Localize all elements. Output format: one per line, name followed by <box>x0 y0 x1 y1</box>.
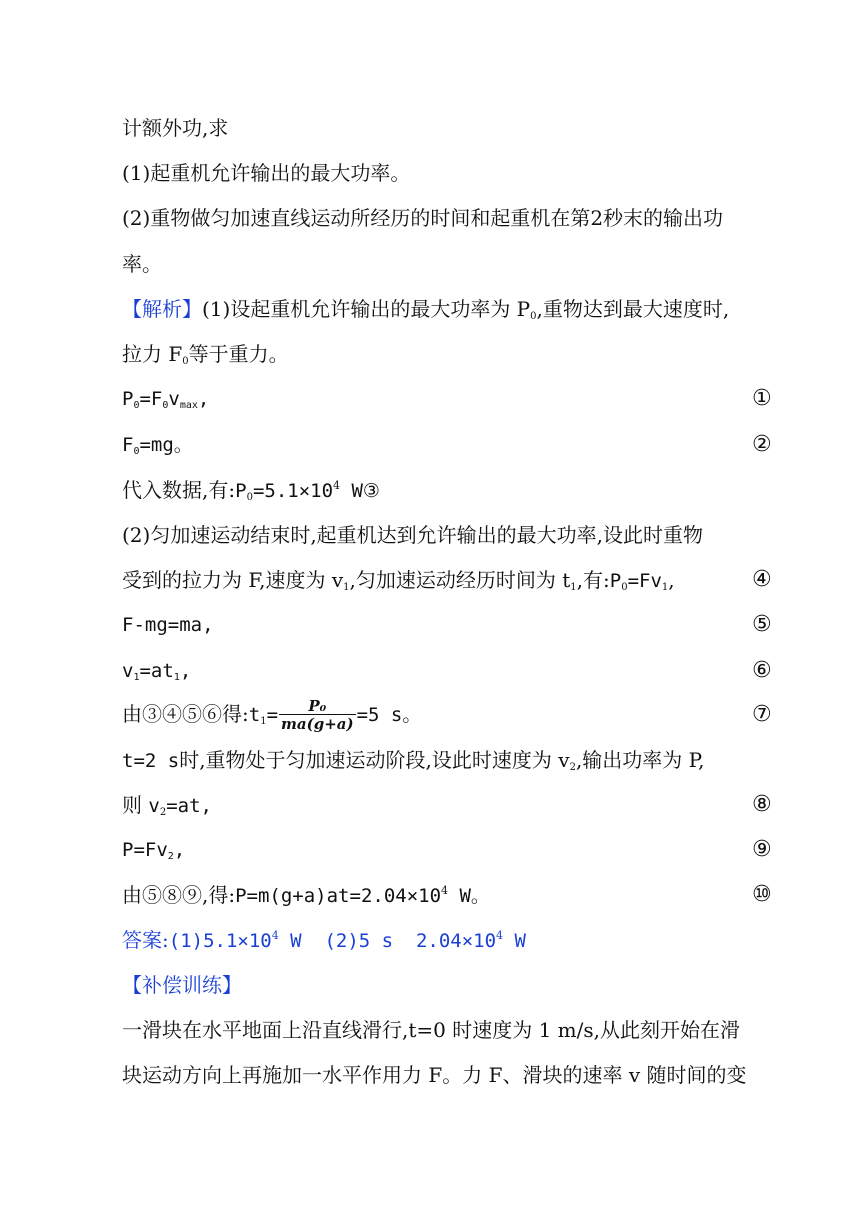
text-line <box>122 251 162 277</box>
text: =5 s。 <box>356 704 422 726</box>
subscript: 2 <box>569 762 576 773</box>
text: (1)起重机允许输出的最大功率。 <box>122 161 411 185</box>
text: v <box>168 388 180 410</box>
subscript: 0 <box>182 356 189 367</box>
text: , <box>179 660 192 682</box>
subscript: 0 <box>246 492 253 503</box>
subscript: 0 <box>162 400 169 411</box>
superscript: 4 <box>271 929 279 942</box>
text: P=m(g+a)at=2.04×10 <box>235 885 442 907</box>
subscript: 1 <box>661 582 669 593</box>
equation-number: ⑤ <box>752 612 772 637</box>
text: v <box>122 660 134 682</box>
text: 块运动方向上再施加一水平作用力 F。力 F、滑块的速率 v 随时间的变 <box>122 1063 747 1087</box>
text: =5.1×10 <box>252 480 334 502</box>
answer-label: 答案: <box>122 928 169 952</box>
text: t <box>248 704 261 726</box>
subscript: 1 <box>260 716 267 727</box>
text: =at, <box>166 795 212 817</box>
subscript: 0 <box>133 400 140 411</box>
analysis-line <box>122 296 729 322</box>
equation-9 <box>122 837 185 863</box>
subscript: max <box>179 400 198 411</box>
text: 等于重力。 <box>188 342 289 366</box>
subscript: 1 <box>343 582 350 593</box>
text: P <box>122 388 134 410</box>
question-1 <box>122 160 410 186</box>
answer-line <box>122 927 526 954</box>
text: 【补偿训练】 <box>122 973 242 997</box>
equation-3 <box>122 477 380 504</box>
text: W (2)5 s 2.04×10 <box>278 930 497 952</box>
equation-number: ⑦ <box>752 702 772 727</box>
text: , <box>668 568 675 592</box>
equation-number: ① <box>752 386 772 411</box>
subscript: 1 <box>133 672 140 683</box>
equation-7 <box>122 696 421 733</box>
equation-6 <box>122 658 191 684</box>
text: P=Fv <box>122 839 168 861</box>
text-line <box>122 567 675 594</box>
equation-1 <box>122 386 209 412</box>
text: ,输出功率为 P, <box>575 748 705 772</box>
text: P <box>609 570 622 592</box>
text: 时,重物处于匀加速运动阶段,设此时速度为 v <box>179 748 570 772</box>
text: =F <box>139 388 163 410</box>
text: 一滑块在水平地面上沿直线滑行,t=0 时速度为 1 m/s,从此刻开始在滑 <box>122 1018 740 1042</box>
equation-5 <box>122 612 214 638</box>
equation-2 <box>122 432 193 458</box>
equation-number: ⑧ <box>752 792 772 817</box>
text-line <box>122 341 289 367</box>
text: P <box>235 480 247 502</box>
text: (1)设起重机允许输出的最大功率为 P <box>202 297 531 321</box>
text: W。 <box>448 885 490 907</box>
equation-10 <box>122 882 490 909</box>
equation-8 <box>122 792 212 819</box>
text: ,有: <box>576 568 610 592</box>
subscript: 0 <box>133 446 140 457</box>
text: t=2 s <box>122 750 180 772</box>
analysis-tag: 【解析】 <box>122 297 202 321</box>
text-line <box>122 747 704 774</box>
text: =Fv <box>627 570 662 592</box>
subscript: 0 <box>530 311 537 322</box>
text: ,重物达到最大速度时, <box>536 297 730 321</box>
text: = <box>266 704 279 726</box>
superscript: 4 <box>441 884 449 897</box>
text: (2)匀加速运动结束时,起重机达到允许输出的最大功率,设此时重物 <box>122 523 704 547</box>
text-line <box>122 1017 740 1043</box>
text-line <box>122 522 703 548</box>
text: 由③④⑤⑥得: <box>122 702 249 726</box>
text: 计额外功,求 <box>122 116 229 140</box>
text: 率。 <box>122 252 162 276</box>
equation-number: ⑨ <box>752 837 772 862</box>
fraction <box>279 698 356 733</box>
text: , <box>197 388 210 410</box>
equation-number: ⑩ <box>752 882 772 907</box>
text: F <box>122 434 134 456</box>
equation-number: ⑥ <box>752 658 772 683</box>
text: W③ <box>340 480 380 502</box>
subscript: 1 <box>570 582 577 593</box>
subscript: 0 <box>621 582 628 593</box>
text: W <box>503 930 526 952</box>
text: 拉力 F <box>122 342 183 366</box>
text: (2)重物做匀加速直线运动所经历的时间和起重机在第2秒末的输出功 <box>122 206 724 230</box>
equation-number: ④ <box>752 567 772 592</box>
section-title <box>122 972 242 998</box>
text: 由⑤⑧⑨,得: <box>122 883 236 907</box>
superscript: 4 <box>496 929 504 942</box>
text-line <box>122 115 228 141</box>
subscript: 1 <box>173 672 180 683</box>
text: =at <box>139 660 174 682</box>
text: v <box>148 795 160 817</box>
subscript: 2 <box>159 807 167 818</box>
fraction-denominator: ma(g+a) <box>281 715 354 733</box>
question-2 <box>122 205 723 231</box>
text: 则 <box>122 793 149 817</box>
equation-number: ② <box>752 432 772 457</box>
text: =mg。 <box>139 434 193 456</box>
text: , <box>173 839 186 861</box>
superscript: 4 <box>333 479 341 492</box>
text-line <box>122 1062 746 1088</box>
fraction-numerator: P₀ <box>279 698 356 715</box>
text: ,匀加速运动经历时间为 t <box>349 568 571 592</box>
text: 代入数据,有: <box>122 478 236 502</box>
text: (1)5.1×10 <box>168 930 272 952</box>
text: F-mg=ma, <box>122 614 214 636</box>
subscript: 2 <box>167 851 174 862</box>
text: 受到的拉力为 F,速度为 v <box>122 568 344 592</box>
